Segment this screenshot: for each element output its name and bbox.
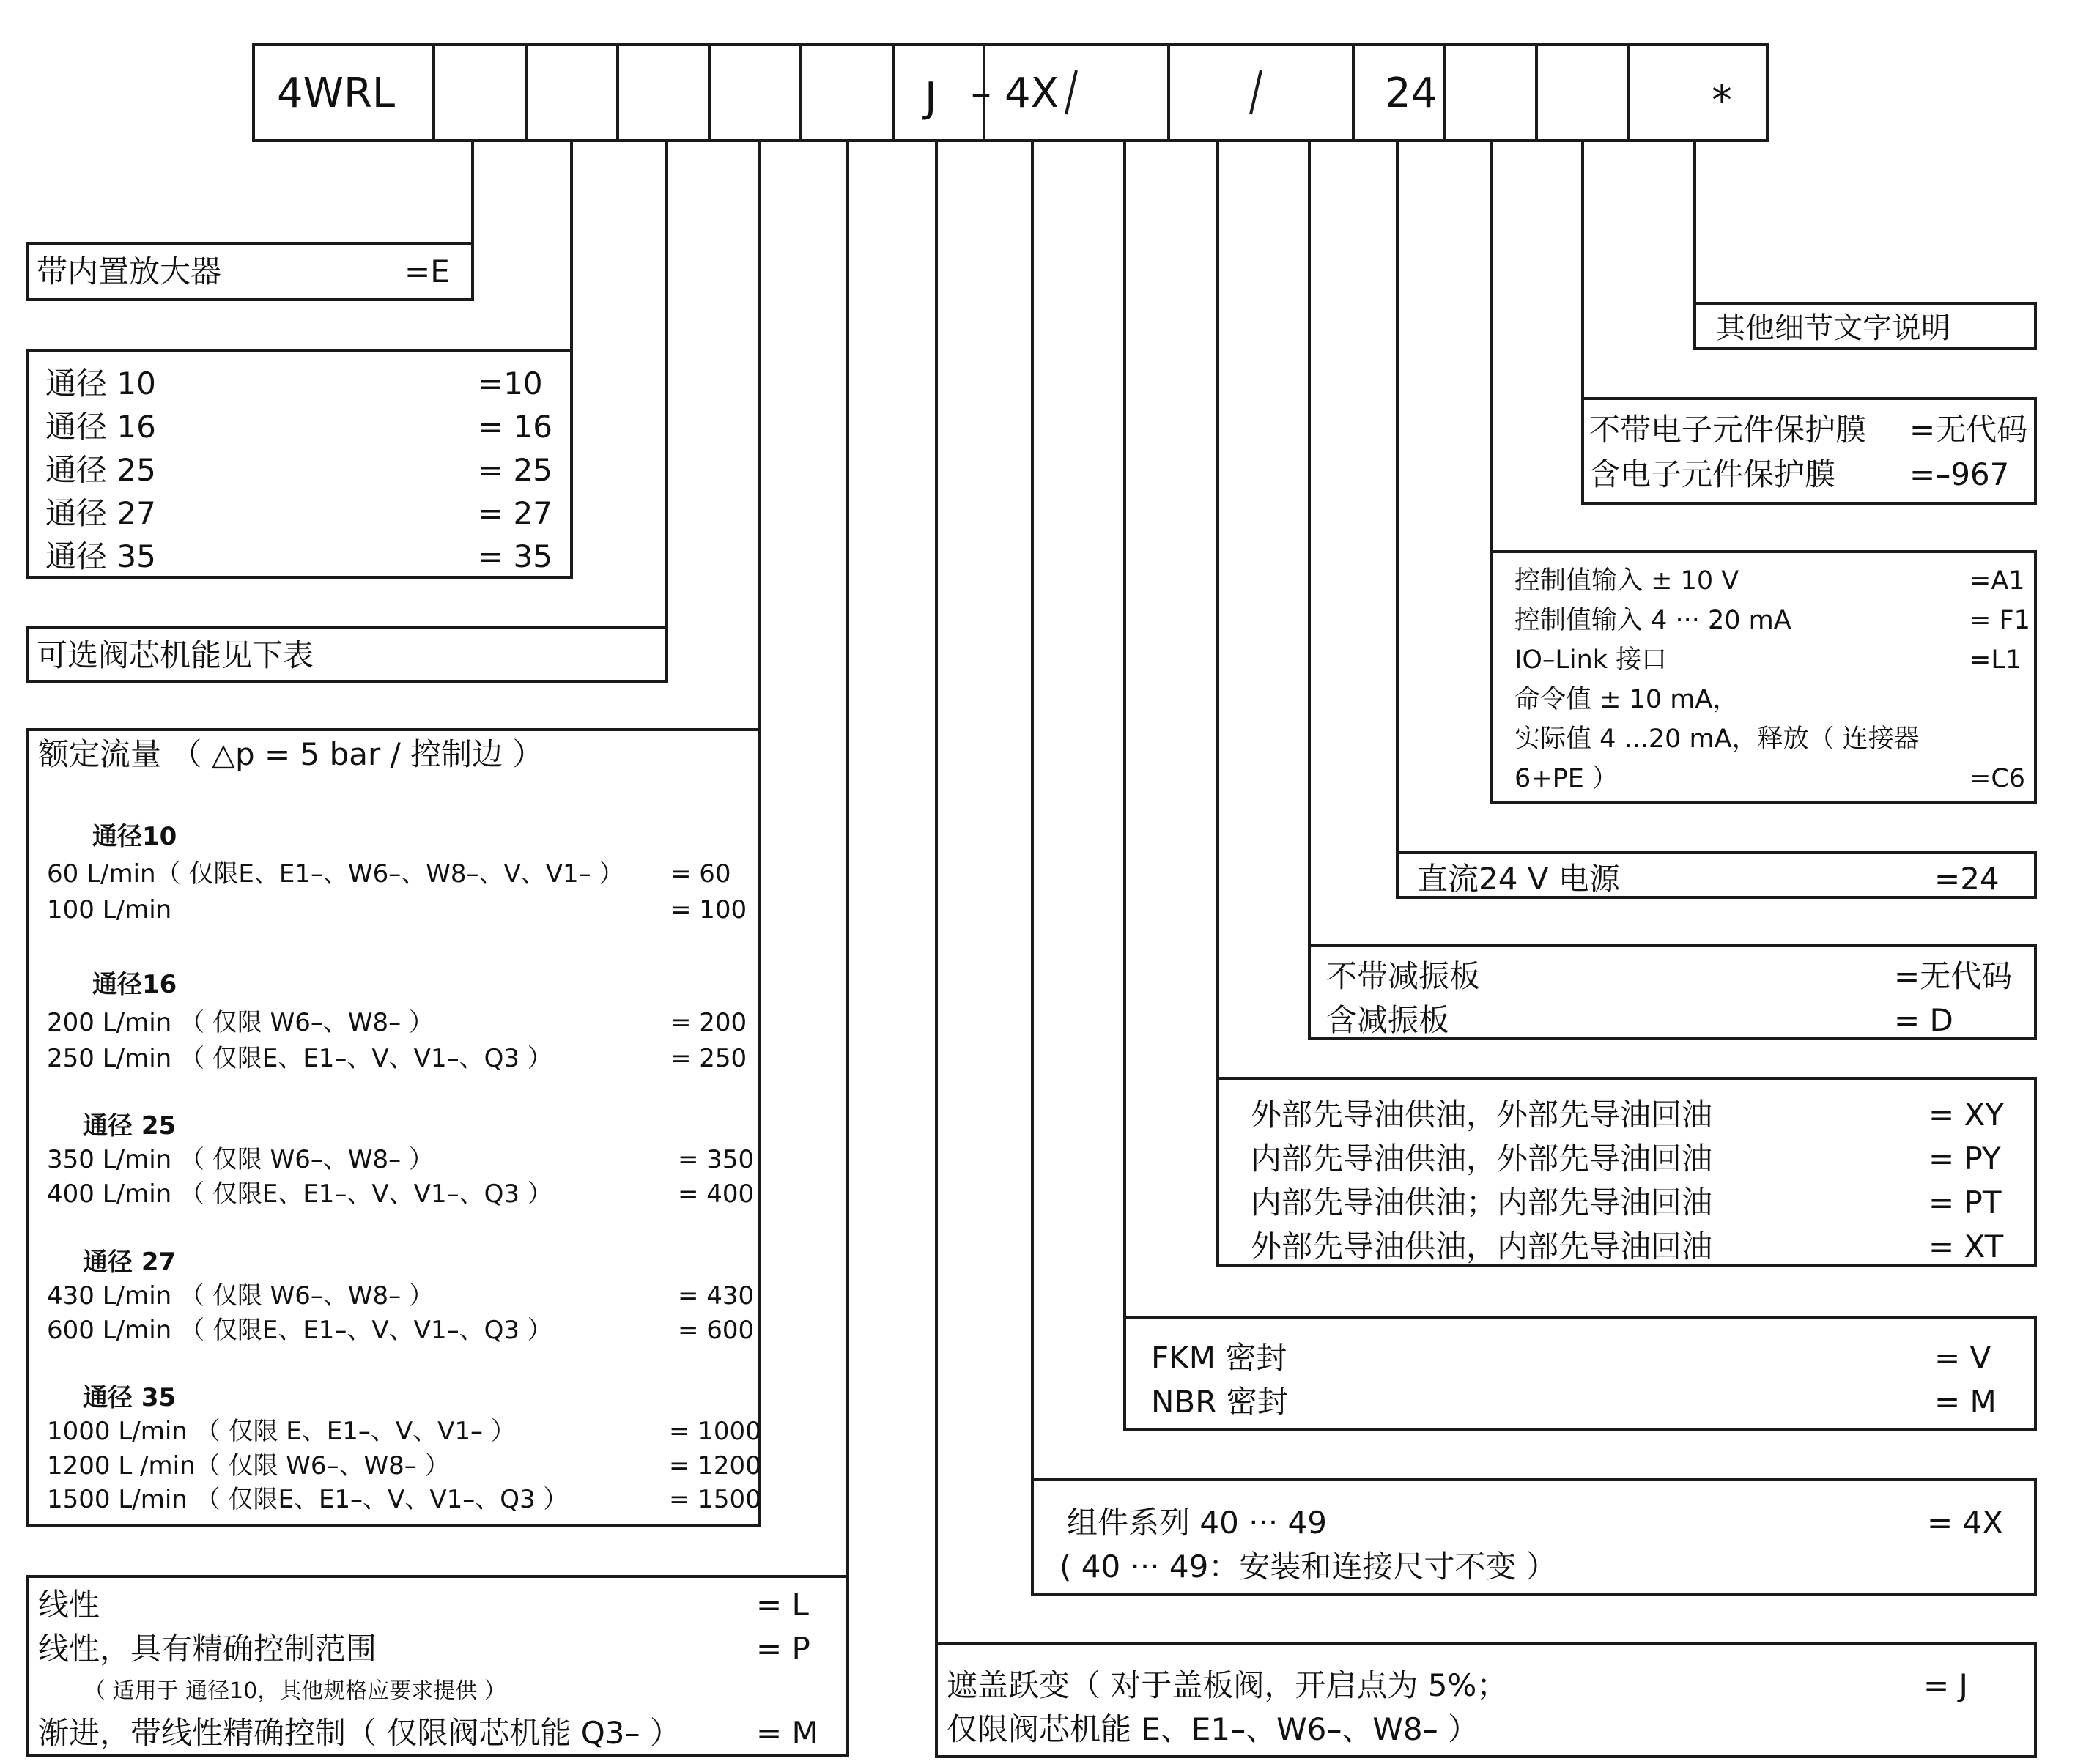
overlap-line1: 遮盖跃变（ 对于盖板阀，开启点为 5%；: [947, 1667, 1508, 1703]
char-progressive-label: 渐进，带线性精确控制（ 仅限阀芯机能 Q3– ）: [38, 1715, 681, 1751]
series-line1: 组件系列 40 ··· 49: [1067, 1505, 1327, 1541]
damping-row-label: 含减振板: [1326, 1002, 1450, 1038]
size-row-label: 通径 27: [45, 495, 156, 531]
protection-row-label: 含电子元件保护膜: [1589, 456, 1836, 492]
flow-row-code: = 250: [670, 1044, 747, 1073]
flow-row-label: 200 L/min （ 仅限 W6–、W8– ）: [47, 1008, 434, 1037]
interface-row-label: 命令值 ± 10 mA，: [1514, 685, 1739, 714]
damping-row-code: = D: [1894, 1002, 1953, 1038]
flow-title: 额定流量 （ △p = 5 bar / 控制边 ）: [38, 736, 544, 772]
pilot-row-code: = XY: [1928, 1097, 2004, 1133]
interface-row-code: =L1: [1969, 645, 2022, 675]
header-cell-asterisk: *: [1712, 77, 1732, 125]
seal-row-code: = M: [1934, 1384, 1997, 1420]
size-row-label: 通径 25: [45, 452, 156, 488]
amplifier-code: =E: [404, 253, 450, 289]
flow-row-code: = 600: [678, 1316, 755, 1345]
flow-row-code: = 430: [678, 1281, 755, 1311]
protection-row-label: 不带电子元件保护膜: [1589, 412, 1867, 448]
pilot-row-label: 内部先导油供油，外部先导油回油: [1251, 1141, 1713, 1176]
spool-label: 可选阀芯机能见下表: [37, 637, 314, 673]
flow-group-heading: 通径10: [92, 822, 177, 851]
seal-row-label: FKM 密封: [1151, 1340, 1287, 1376]
interface-row-code: =C6: [1969, 764, 2026, 793]
supply-label: 直流24 V 电源: [1417, 861, 1620, 897]
interface-row-label: 控制值输入 ± 10 V: [1514, 566, 1739, 596]
header-cell-24: 24: [1385, 70, 1438, 117]
flow-group-heading: 通径16: [92, 970, 177, 999]
size-row-code: = 16: [478, 409, 552, 445]
size-row-label: 通径 10: [45, 366, 156, 401]
size-row-code: =10: [478, 366, 543, 401]
interface-row-label: 实际值 4 ...20 mA，释放（ 连接器: [1514, 724, 1920, 754]
flow-row-code: = 1000: [669, 1417, 761, 1446]
char-fine-note: （ 适用于 通径10，其他规格应要求提供 ）: [84, 1678, 506, 1704]
amplifier-label: 带内置放大器: [37, 253, 222, 289]
size-row-code: = 27: [478, 495, 552, 531]
char-progressive-code: = M: [756, 1715, 818, 1751]
flow-row-code: = 60: [670, 859, 731, 889]
header-cell-series: 4X: [1005, 70, 1059, 117]
flow-group-heading: 通径 35: [83, 1383, 177, 1412]
damping-row-label: 不带减振板: [1326, 958, 1481, 994]
series-code: = 4X: [1927, 1505, 2004, 1541]
flow-row-label: 600 L/min （ 仅限E、E1–、V、V1–、Q3 ）: [47, 1316, 552, 1345]
flow-row-label: 100 L/min: [47, 895, 172, 924]
char-fine-code: = P: [756, 1631, 810, 1667]
interface-row-label: IO–Link 接口: [1514, 645, 1668, 675]
seal-row-label: NBR 密封: [1151, 1384, 1288, 1420]
other-label: 其他细节文字说明: [1716, 311, 1950, 345]
protection-row-code: =–967: [1909, 456, 2010, 492]
pilot-row-code: = PT: [1928, 1185, 2002, 1220]
flow-row-label: 60 L/min（ 仅限E、E1–、W6–、W8–、V、V1– ）: [47, 859, 624, 889]
char-fine-label: 线性，具有精确控制范围: [38, 1631, 377, 1667]
header-cell-model: 4WRL: [277, 70, 396, 117]
pilot-row-code: = PY: [1928, 1141, 2001, 1176]
size-row-label: 通径 35: [45, 538, 156, 574]
flow-group-heading: 通径 27: [83, 1248, 177, 1277]
flow-row-code: = 1200: [669, 1451, 761, 1480]
pilot-row-label: 内部先导油供油；内部先导油回油: [1251, 1185, 1713, 1220]
overlap-line2: 仅限阀芯机能 E、E1–、W6–、W8– ）: [947, 1711, 1479, 1747]
flow-row-label: 250 L/min （ 仅限E、E1–、V、V1–、Q3 ）: [47, 1044, 552, 1073]
size-row-code: = 25: [478, 452, 552, 488]
flow-row-code: = 100: [670, 895, 747, 924]
header-dash: –: [971, 70, 991, 117]
char-linear-code: = L: [756, 1587, 809, 1623]
flow-row-label: 430 L/min （ 仅限 W6–、W8– ）: [47, 1281, 434, 1311]
pilot-row-code: = XT: [1928, 1228, 2004, 1264]
damping-row-code: =无代码: [1894, 958, 2013, 994]
interface-row-code: = F1: [1969, 606, 2030, 635]
flow-row-label: 1000 L/min （ 仅限 E、E1–、V、V1– ）: [47, 1417, 516, 1446]
flow-group-heading: 通径 25: [83, 1111, 177, 1141]
series-line2: ( 40 ··· 49：安装和连接尺寸不变 ）: [1059, 1549, 1557, 1585]
flow-row-code: = 400: [678, 1179, 755, 1209]
overlap-code: = J: [1923, 1667, 1968, 1703]
char-linear-label: 线性: [38, 1587, 100, 1623]
size-row-label: 通径 16: [45, 409, 156, 445]
flow-row-code: = 1500: [669, 1485, 761, 1514]
flow-row-label: 400 L/min （ 仅限E、E1–、V、V1–、Q3 ）: [47, 1179, 552, 1209]
flow-row-label: 1200 L /min（ 仅限 W6–、W8– ）: [47, 1451, 450, 1480]
supply-code: =24: [1934, 861, 2000, 897]
flow-row-label: 1500 L/min （ 仅限E、E1–、V、V1–、Q3 ）: [47, 1485, 569, 1514]
size-row-code: = 35: [478, 538, 552, 574]
flow-row-label: 350 L/min （ 仅限 W6–、W8– ）: [47, 1145, 434, 1174]
interface-row-code: =A1: [1969, 566, 2025, 596]
protection-row-code: =无代码: [1909, 412, 2028, 448]
interface-row-label: 控制值输入 4 ··· 20 mA: [1514, 606, 1791, 635]
header-cell-j: J: [925, 74, 937, 122]
interface-row-label: 6+PE ）: [1514, 764, 1618, 793]
pilot-row-label: 外部先导油供油，内部先导油回油: [1251, 1228, 1713, 1264]
seal-row-code: = V: [1934, 1340, 1991, 1376]
flow-row-code: = 200: [670, 1008, 747, 1037]
pilot-row-label: 外部先导油供油，外部先导油回油: [1251, 1097, 1713, 1133]
flow-row-code: = 350: [678, 1145, 755, 1174]
